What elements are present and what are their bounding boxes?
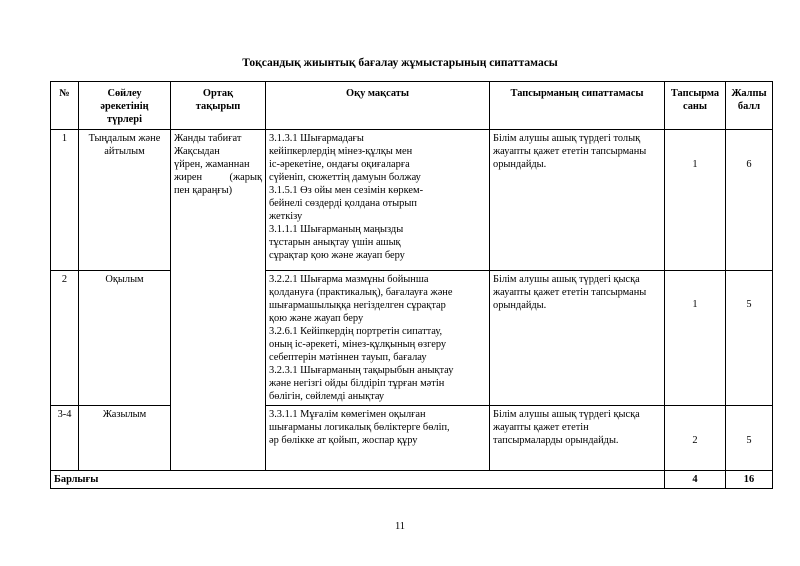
totals-label: Барлығы	[51, 471, 665, 489]
learning-objectives: 3.1.3.1 Шығармадағы кейіпкерлердің мінез-құлқы мен іс-әрекетіне, ондағы оқиғаларға сүйеніп, сюжеттің дамуын болжау 3.1.5.1 Өз ойы мен сезімін көркем- бейнелі сөздерді қолдана отырып жеткізу 3.1.1.1 Шығарманың маңызды тұстарын анықтау үшін ашық сұрақтар қою және жауап беру	[266, 130, 490, 271]
header-common-topic: Ортақ тақырып	[171, 82, 266, 130]
document-title: Тоқсандық жиынтық бағалау жұмыстарының сипаттамасы	[242, 57, 558, 69]
header-task-description: Тапсырманың сипаттамасы	[490, 82, 665, 130]
row-number: 1	[51, 130, 79, 271]
table-row	[51, 271, 773, 406]
table-row	[51, 406, 773, 471]
header-task-count: Тапсырма саны	[665, 82, 726, 130]
speech-type: Тыңдалым және айтылым	[79, 130, 171, 271]
totals-score: 16	[726, 471, 773, 489]
assessment-table	[50, 81, 773, 489]
speech-type: Оқылым	[79, 271, 171, 406]
speech-type: Жазылым	[79, 406, 171, 471]
total-score: 6	[726, 130, 773, 271]
header-learning-objective: Оқу мақсаты	[266, 82, 490, 130]
task-count: 1	[665, 130, 726, 271]
learning-objectives: 3.2.2.1 Шығарма мазмұны бойынша қолдануға (практикалық), бағалауға және шығармашылыққа негізделген сұрақтар қою және жауап беру 3.2.6.1 Кейіпкердің портретін сипаттау, оның іс-әрекеті, мінез-құлқының өзгеру себептерін мәтіннен тауып, бағалау 3.2.3.1 Шығарманың тақырыбын анықтау және негізгі ойды білдіріп тұрған мәтін бөлігін, сөйлемді анықтау	[266, 271, 490, 406]
header-total-score: Жалпы балл	[726, 82, 773, 130]
header-no: №	[51, 82, 79, 130]
task-description: Білім алушы ашық түрдегі толық жауапты қажет ететін тапсырманы орындайды.	[490, 130, 665, 271]
header-speech-type: Сөйлеу әрекетінің түрлері	[79, 82, 171, 130]
task-count: 2	[665, 406, 726, 471]
totals-row	[51, 471, 773, 489]
table-row	[51, 130, 773, 271]
row-number: 2	[51, 271, 79, 406]
totals-task-count: 4	[665, 471, 726, 489]
learning-objectives: 3.3.1.1 Мұғалім көмегімен оқылған шығарманы логикалық бөліктерге бөліп, әр бөлікке ат қойып, жоспар құру	[266, 406, 490, 471]
total-score: 5	[726, 271, 773, 406]
task-description: Білім алушы ашық түрдегі қысқа жауапты қажет ететін тапсырмаларды орындайды.	[490, 406, 665, 471]
total-score: 5	[726, 406, 773, 471]
common-topic: Жанды табиғат Жақсыдан үйрен, жаманнан жирен (жарық пен қараңғы)	[171, 130, 266, 471]
page-number: 11	[394, 521, 406, 532]
header-row	[51, 82, 773, 130]
row-number: 3-4	[51, 406, 79, 471]
task-description: Білім алушы ашық түрдегі қысқа жауапты қажет ететін тапсырманы орындайды.	[490, 271, 665, 406]
task-count: 1	[665, 271, 726, 406]
